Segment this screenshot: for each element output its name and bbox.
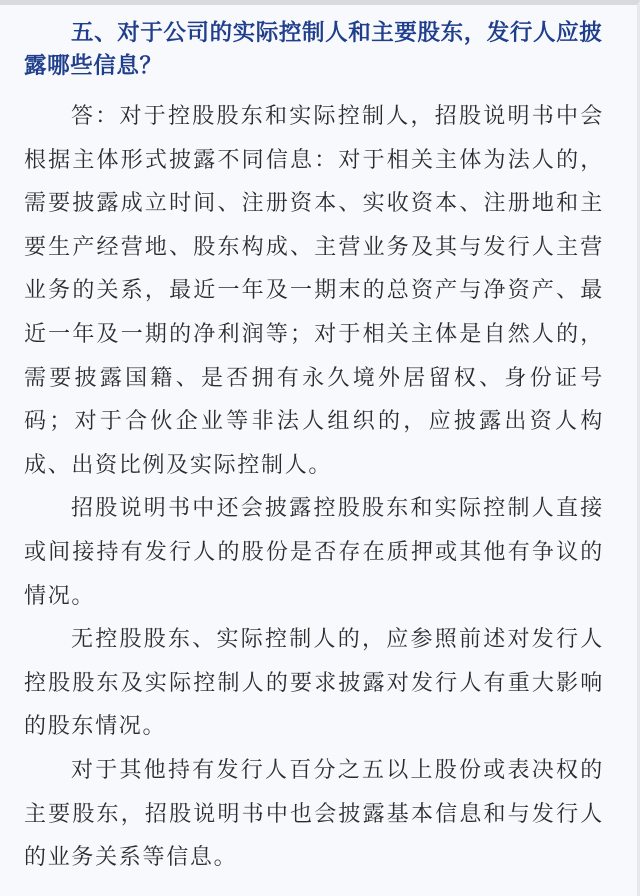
answer-paragraph-4: 对于其他持有发行人百分之五以上股份或表决权的主要股东，招股说明书中也会披露基本信息和与发行人的业务关系等信息。 <box>24 757 604 871</box>
answer-paragraph-3: 无控股股东、实际控制人的，应参照前述对发行人控股股东及实际控制人的要求披露对发行人有重大影响的股东情况。 <box>24 627 604 740</box>
document-content <box>24 17 604 880</box>
spacer <box>24 83 604 95</box>
question-heading: 五、对于公司的实际控制人和主要股东，发行人应披露哪些信息？ <box>24 20 603 79</box>
answer-paragraph-1: 答：对于控股股东和实际控制人，招股说明书中会根据主体形式披露不同信息：对于相关主体为法人的，需要披露成立时间、注册资本、实收资本、注册地和主要生产经营地、股东构成、主营业务及其与发行人主营业务的关系，最近一年及一期末的总资产与净资产、最近一年及一期的净利润等；对于相关主体是自然人的，需要披露国籍、是否拥有永久境外居留权、身份证号码；对于合伙企业等非法人组织的，应披露出资人构成、出资比例及实际控制人。 <box>24 104 604 478</box>
answer-paragraph-2: 招股说明书中还会披露控股股东和实际控制人直接或间接持有发行人的股份是否存在质押或其他有争议的情况。 <box>24 496 604 609</box>
